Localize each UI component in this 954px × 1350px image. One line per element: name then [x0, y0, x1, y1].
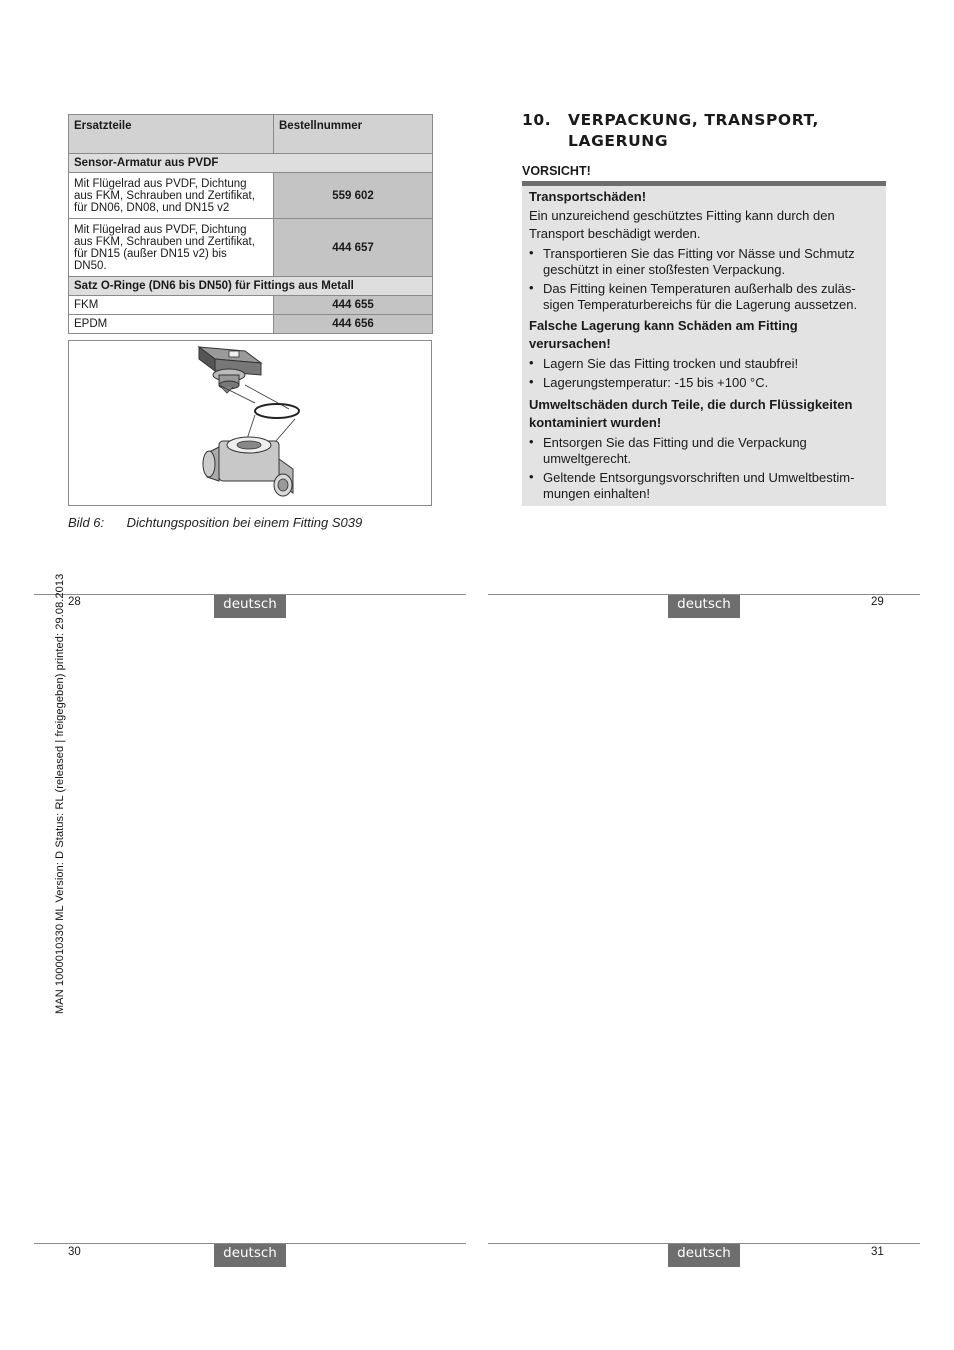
table-row: [69, 296, 433, 315]
heading-line: verursachen!: [529, 335, 611, 351]
desc-line: aus FKM, Schrauben und Zertifikat,: [74, 189, 255, 202]
list-item: Lagerungstemperatur: -15 bis +100 °C.: [543, 375, 769, 390]
page-number: 31: [871, 1246, 884, 1258]
list-item: [543, 246, 879, 277]
language-badge: deutsch: [668, 595, 740, 618]
heading-line: kontaminiert wurden!: [529, 414, 662, 430]
document-status-margin-text: MAN 1000010330 ML Version: D Status: RL (released | freigegeben) printed: 29.08.2013: [54, 573, 66, 1014]
list-item: [543, 435, 879, 466]
caution-label: VORSICHT!: [522, 164, 591, 178]
table-group-row: [69, 154, 433, 173]
heading-line: Umweltschäden durch Teile, die durch Flüssigkeiten: [529, 397, 853, 412]
paragraph-line: Transport beschädigt werden.: [529, 225, 701, 241]
spare-parts-table: [68, 114, 433, 334]
caution-heading: [529, 317, 879, 352]
fitting-figure: [68, 340, 432, 506]
order-number: 444 657: [274, 219, 433, 277]
order-number: 444 655: [274, 296, 433, 315]
page-number: 29: [871, 596, 884, 608]
section-title-line: VERPACKUNG, TRANSPORT,: [568, 111, 819, 129]
desc-line: für DN06, DN08, und DN15 v2: [74, 201, 230, 214]
caption-label: Bild 6:: [68, 515, 105, 530]
list-item: [543, 470, 879, 501]
row-description: EPDM: [69, 315, 274, 334]
table-row: [69, 173, 433, 219]
page-number: 30: [68, 1246, 81, 1258]
desc-line: Mit Flügelrad aus PVDF, Dichtung: [74, 177, 247, 190]
list-item-line: mungen einhalten!: [543, 485, 650, 501]
bullet-marker: •: [529, 245, 534, 260]
figure-caption: [68, 515, 362, 530]
group-label: Satz O-Ringe (DN6 bis DN50) für Fittings aus Metall: [69, 277, 433, 296]
list-item-line: geschützt in einer stoßfesten Verpackung.: [543, 261, 786, 277]
table-row: [69, 219, 433, 277]
o-ring-drawing: [255, 404, 299, 418]
list-item-line: Geltende Entsorgungsvorschriften und Umweltbestim-: [543, 470, 855, 485]
section-title-line: LAGERUNG: [568, 132, 669, 150]
heading-line: Falsche Lagerung kann Schäden am Fitting: [529, 318, 798, 333]
table-row: [69, 315, 433, 334]
section-title: [568, 110, 888, 152]
bullet-marker: •: [529, 434, 534, 449]
list-item: [543, 281, 879, 312]
caution-paragraph: [529, 207, 879, 242]
list-item-line: Entsorgen Sie das Fitting und die Verpackung: [543, 435, 807, 450]
list-item-line: Transportieren Sie das Fitting vor Nässe und Schmutz: [543, 246, 855, 261]
list-item: Lagern Sie das Fitting trocken und staubfrei!: [543, 356, 799, 371]
caution-heading: [529, 396, 879, 431]
row-description: [69, 173, 274, 219]
order-number: 559 602: [274, 173, 433, 219]
bullet-marker: •: [529, 469, 534, 484]
sensor-armature-drawing: [199, 347, 261, 393]
row-description: FKM: [69, 296, 274, 315]
column-header-parts: Ersatzteile: [69, 115, 274, 154]
language-badge: deutsch: [668, 1244, 740, 1267]
desc-line: für DN15 (außer DN15 v2) bis: [74, 247, 227, 260]
bullet-marker: •: [529, 374, 534, 389]
fitting-body-drawing: [203, 437, 293, 496]
group-label: Sensor-Armatur aus PVDF: [69, 154, 433, 173]
desc-line: DN50.: [74, 259, 107, 272]
order-number: 444 656: [274, 315, 433, 334]
paragraph-line: Ein unzureichend geschütztes Fitting kann durch den: [529, 208, 835, 223]
desc-line: aus FKM, Schrauben und Zertifikat,: [74, 235, 255, 248]
caution-heading: Transportschäden!: [529, 189, 647, 204]
table-header-row: [69, 115, 433, 154]
column-header-order-number: Bestellnummer: [274, 115, 433, 154]
bullet-marker: •: [529, 280, 534, 295]
bullet-marker: •: [529, 355, 534, 370]
page-number: 28: [68, 596, 81, 608]
desc-line: Mit Flügelrad aus PVDF, Dichtung: [74, 223, 247, 236]
row-description: [69, 219, 274, 277]
language-badge: deutsch: [214, 595, 286, 618]
section-number: 10.: [522, 111, 552, 129]
list-item-line: sigen Temperaturbereichs für die Lagerung aussetzen.: [543, 296, 858, 312]
language-badge: deutsch: [214, 1244, 286, 1267]
fitting-seal-illustration: [69, 341, 431, 505]
list-item-line: umweltgerecht.: [543, 450, 632, 466]
table-group-row: [69, 277, 433, 296]
list-item-line: Das Fitting keinen Temperaturen außerhalb des zuläs-: [543, 281, 856, 296]
caption-text: Dichtungsposition bei einem Fitting S039: [126, 515, 363, 530]
